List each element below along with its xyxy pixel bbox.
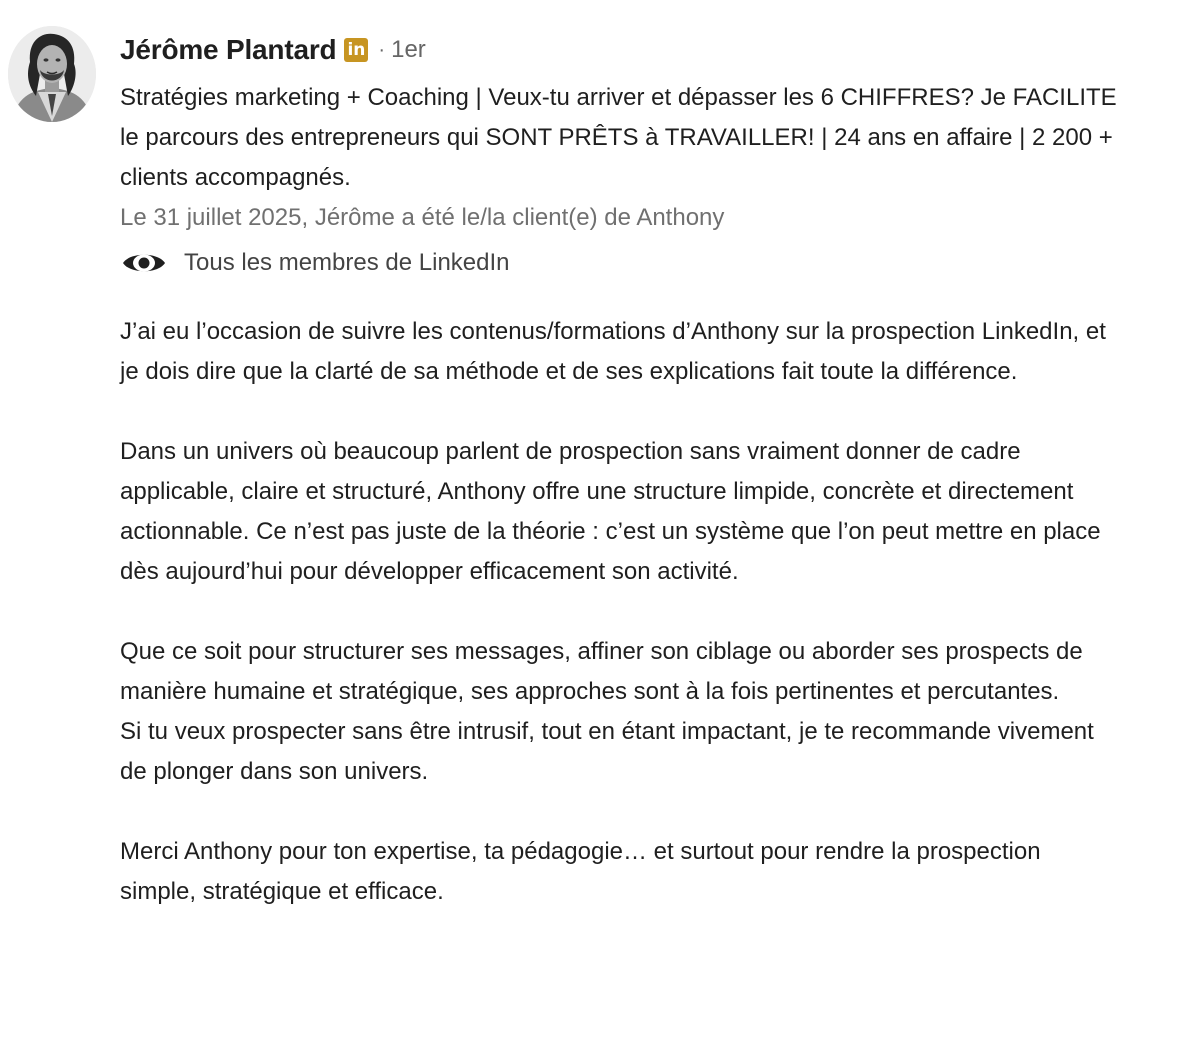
visibility-row	[120, 240, 1190, 286]
linkedin-premium-icon: in	[344, 38, 368, 62]
author-headline: Stratégies marketing + Coaching | Veux-tu arriver et dépasser les 6 CHIFFRES? Je FACILITE le parcours des entrepreneurs qui SONT PRÊTS à TRAVAILLER! | 24 ans en affaire | 2 200 + clients accompagnés.	[120, 84, 1117, 191]
avatar-photo	[8, 26, 96, 122]
paragraph: Merci Anthony pour ton expertise, ta pédagogie… et surtout pour rendre la prospection simple, stratégique et efficace.	[120, 838, 1041, 905]
paragraph: Que ce soit pour structurer ses messages, affiner son ciblage ou aborder ses prospects de manière humaine et stratégique, ses approches sont à la fois pertinentes et percutantes.	[120, 638, 1083, 705]
avatar[interactable]	[8, 26, 96, 122]
paragraph: J’ai eu l’occasion de suivre les contenus/formations d’Anthony sur la prospection LinkedIn, et je dois dire que la clarté de sa méthode et de ses explications fait toute la différence.	[120, 318, 1106, 385]
eye-icon	[120, 248, 168, 278]
separator-dot: ·	[378, 38, 386, 61]
author-name[interactable]: Jérôme Plantard	[120, 34, 337, 65]
paragraph: Si tu veux prospecter sans être intrusif, tout en étant impactant, je te recommande vivement de plonger dans son univers.	[120, 718, 1094, 785]
recommendation-text	[120, 312, 1120, 912]
recommendation-content	[120, 28, 1190, 912]
connection-degree: 1er	[391, 36, 426, 63]
author-row	[120, 28, 1190, 72]
paragraph: Dans un univers où beaucoup parlent de prospection sans vraiment donner de cadre applicable, claire et structuré, Anthony offre une structure limpide, concrète et directement actionnable. Ce n’est pas juste de la théorie : c’est un système que l’on peut mettre en place dès aujourd’hui pour développer efficacement son activité.	[120, 438, 1101, 585]
visibility-label: Tous les membres de LinkedIn	[184, 249, 510, 276]
relationship-text: Le 31 juillet 2025, Jérôme a été le/la client(e) de Anthony	[120, 204, 725, 231]
